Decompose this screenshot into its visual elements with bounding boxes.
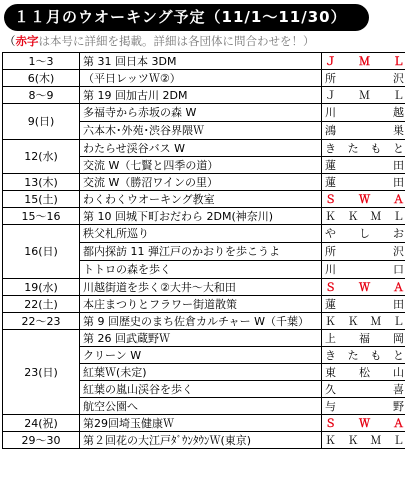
table-row bbox=[3, 208, 405, 225]
date-cell: 24(祝) bbox=[3, 415, 80, 432]
date-cell: 29～30 bbox=[3, 432, 80, 449]
org-cell: ＳＷＡ bbox=[322, 279, 405, 296]
table-row bbox=[3, 225, 405, 243]
org-cell: 川 越 bbox=[322, 104, 405, 122]
event-cell: 第29回埼玉健康Ｗ bbox=[80, 415, 322, 432]
table-row bbox=[3, 415, 405, 432]
date-cell: 23(日) bbox=[3, 330, 80, 415]
date-cell: 12(水) bbox=[3, 140, 80, 174]
org-cell: 与 野 bbox=[322, 398, 405, 415]
org-cell: ＫＫＭＬ bbox=[322, 208, 405, 225]
event-cell: 第２回花の大江戸ﾀﾞｳﾝﾀｳﾝＷ(東京) bbox=[80, 432, 322, 449]
org-cell: 所 沢 bbox=[322, 70, 405, 87]
page-title: １１月のウオーキング予定（11/1～11/30） bbox=[4, 4, 369, 31]
org-cell: 蓮 田 bbox=[322, 157, 405, 174]
date-cell: 15～16 bbox=[3, 208, 80, 225]
date-cell: 22(土) bbox=[3, 296, 80, 313]
event-cell: わたらせ渓谷バス W bbox=[80, 140, 322, 157]
event-cell: 交流 W（勝沼ワインの里） bbox=[80, 174, 322, 191]
event-cell: 秩父札所巡り bbox=[80, 225, 322, 243]
date-cell: 1～3 bbox=[3, 53, 80, 70]
org-cell: やしお bbox=[322, 225, 405, 243]
table-row bbox=[3, 140, 405, 157]
schedule-table bbox=[2, 52, 405, 449]
org-cell: ＫＫＭＬ bbox=[322, 432, 405, 449]
table-row bbox=[3, 104, 405, 122]
org-cell: 所 沢 bbox=[322, 243, 405, 261]
org-cell: 東松山 bbox=[322, 364, 405, 381]
table-row bbox=[3, 279, 405, 296]
table-row bbox=[3, 296, 405, 313]
event-cell: 第 19 回加古川 2DM bbox=[80, 87, 322, 104]
org-cell: 鴻 巣 bbox=[322, 122, 405, 140]
event-cell: 川越街道を歩く②大井～大和田 bbox=[80, 279, 322, 296]
org-cell: 久 喜 bbox=[322, 381, 405, 398]
date-cell: 13(木) bbox=[3, 174, 80, 191]
org-cell: ＳＷＡ bbox=[322, 191, 405, 208]
event-cell: 第 26 回武蔵野Ｗ bbox=[80, 330, 322, 347]
event-cell: わくわくウオーキング教室 bbox=[80, 191, 322, 208]
date-cell: 8～9 bbox=[3, 87, 80, 104]
note-open: （ bbox=[4, 34, 16, 48]
event-cell: 多福寺から赤坂の森 W bbox=[80, 104, 322, 122]
table-row bbox=[3, 191, 405, 208]
event-cell: 第 9 回歴史のまち佐倉カルチャー W（千葉） bbox=[80, 313, 322, 330]
org-cell: 川 口 bbox=[322, 261, 405, 279]
org-cell: 蓮 田 bbox=[322, 174, 405, 191]
date-cell: 9(日) bbox=[3, 104, 80, 140]
event-cell: 第 10 回城下町おだわら 2DM(神奈川) bbox=[80, 208, 322, 225]
event-cell: （平日レッツＷ②） bbox=[80, 70, 322, 87]
org-cell: きたもと bbox=[322, 140, 405, 157]
org-cell: きたもと bbox=[322, 347, 405, 364]
table-row bbox=[3, 53, 405, 70]
event-cell: トトロの森を歩く bbox=[80, 261, 322, 279]
note-line bbox=[4, 32, 402, 50]
event-cell: 紅葉の嵐山渓谷を歩く bbox=[80, 381, 322, 398]
event-cell: 都内探訪 11 弾江戸のかおりを歩こうよ bbox=[80, 243, 322, 261]
date-cell: 19(水) bbox=[3, 279, 80, 296]
event-cell: 六本木･外苑･渋谷界隈Ｗ bbox=[80, 122, 322, 140]
table-row bbox=[3, 174, 405, 191]
org-cell: 上福岡 bbox=[322, 330, 405, 347]
event-cell: 第 31 回日本 3DM bbox=[80, 53, 322, 70]
date-cell: 22～23 bbox=[3, 313, 80, 330]
table-row bbox=[3, 87, 405, 104]
table-row bbox=[3, 330, 405, 347]
event-cell: 紅葉Ｗ(未定) bbox=[80, 364, 322, 381]
event-cell: クリーン W bbox=[80, 347, 322, 364]
table-row bbox=[3, 70, 405, 87]
org-cell: 蓮 田 bbox=[322, 296, 405, 313]
table-row bbox=[3, 313, 405, 330]
date-cell: 16(日) bbox=[3, 225, 80, 279]
note-text: は本号に詳細を掲載。詳細は各団体に問合わせを！） bbox=[38, 34, 315, 48]
event-cell: 航空公園へ bbox=[80, 398, 322, 415]
org-cell: ＪＭＬ bbox=[322, 87, 405, 104]
table-row bbox=[3, 432, 405, 449]
note-red-label: 赤字 bbox=[15, 34, 39, 48]
org-cell: ＫＫＭＬ bbox=[322, 313, 405, 330]
org-cell: ＪＭＬ bbox=[322, 53, 405, 70]
org-cell: ＳＷＡ bbox=[322, 415, 405, 432]
event-cell: 本庄まつりとフラワー街道散策 bbox=[80, 296, 322, 313]
date-cell: 15(土) bbox=[3, 191, 80, 208]
event-cell: 交流 W（七賢と四季の道） bbox=[80, 157, 322, 174]
date-cell: 6(木) bbox=[3, 70, 80, 87]
